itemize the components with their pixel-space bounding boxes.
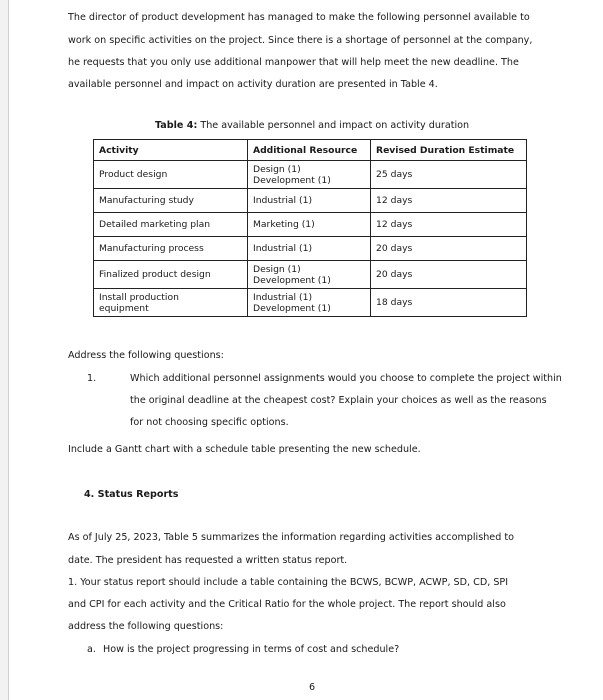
question-1-line-1: Which additional personnel assignments would you choose to complete the project within — [130, 373, 562, 384]
section-4-line-4: and CPI for each activity and the Critical Ratio for the whole project. The report should also — [68, 599, 506, 610]
duration-cell: 12 days — [371, 189, 527, 213]
resource-line: Development (1) — [253, 302, 331, 314]
resource-cell — [248, 237, 371, 261]
document-page — [8, 0, 603, 700]
duration-cell: 18 days — [371, 289, 527, 317]
table-caption-text: The available personnel and impact on activity duration — [197, 120, 470, 131]
table-caption-label: Table 4: — [155, 120, 198, 131]
gantt-instruction: Include a Gantt chart with a schedule table presenting the new schedule. — [68, 444, 421, 455]
activity-cell — [94, 289, 248, 317]
intro-line-4: available personnel and impact on activity duration are presented in Table 4. — [68, 79, 438, 90]
duration-cell: 20 days — [371, 261, 527, 289]
resource-line: Industrial (1) — [253, 243, 313, 254]
resource-cell — [248, 289, 371, 317]
resource-cell — [248, 213, 371, 237]
resource-line: Design (1) — [253, 263, 301, 275]
intro-line-3: he requests that you only use additional manpower that will help meet the new deadline. The — [68, 57, 519, 68]
resource-cell — [248, 189, 371, 213]
activity-cell: Manufacturing process — [94, 237, 248, 261]
section-4-line-3: 1. Your status report should include a table containing the BCWS, BCWP, ACWP, SD, CD, SPI — [68, 577, 509, 588]
page-number: 6 — [309, 682, 316, 693]
table-row — [94, 161, 527, 189]
activity-cell: Detailed marketing plan — [94, 213, 248, 237]
table-caption — [155, 120, 469, 131]
personnel-table — [93, 139, 527, 317]
header-activity: Activity — [94, 140, 248, 161]
activity-cell-line: equipment — [99, 302, 149, 314]
header-revised-duration: Revised Duration Estimate — [371, 140, 527, 161]
question-a-letter: a. — [87, 644, 96, 655]
intro-line-2: work on specific activities on the project. Since there is a shortage of personnel at the company, — [68, 35, 533, 46]
activity-cell: Manufacturing study — [94, 189, 248, 213]
activity-cell: Product design — [94, 161, 248, 189]
resource-cell — [248, 161, 371, 189]
table-row — [94, 237, 527, 261]
table-row — [94, 289, 527, 317]
resource-cell — [248, 261, 371, 289]
resource-line: Design (1) — [253, 163, 301, 175]
resource-line: Development (1) — [253, 174, 331, 186]
question-1-number: 1. — [87, 373, 97, 384]
intro-line-1: The director of product development has managed to make the following personnel available to — [68, 12, 530, 23]
question-1-line-3: for not choosing specific options. — [130, 417, 289, 428]
table-body — [94, 161, 527, 317]
duration-cell: 20 days — [371, 237, 527, 261]
section-4-line-2: date. The president has requested a written status report. — [68, 555, 348, 566]
resource-line: Marketing (1) — [253, 219, 315, 230]
table-header-row — [94, 140, 527, 161]
resource-line: Development (1) — [253, 274, 331, 286]
table-row — [94, 213, 527, 237]
header-additional-resource: Additional Resource — [248, 140, 371, 161]
table-row — [94, 189, 527, 213]
duration-cell: 12 days — [371, 213, 527, 237]
resource-line: Industrial (1) — [253, 291, 313, 303]
activity-cell-line: Install production — [99, 291, 179, 303]
question-a-text: How is the project progressing in terms of cost and schedule? — [103, 644, 400, 655]
table-row — [94, 261, 527, 289]
section-4-line-5: address the following questions: — [68, 621, 224, 632]
question-1-line-2: the original deadline at the cheapest cost? Explain your choices as well as the reasons — [130, 395, 547, 406]
section-4-line-1: As of July 25, 2023, Table 5 summarizes the information regarding activities accomplished to — [68, 532, 514, 543]
duration-cell: 25 days — [371, 161, 527, 189]
resource-line: Industrial (1) — [253, 195, 313, 206]
questions-intro: Address the following questions: — [68, 350, 224, 361]
section-4-heading: 4. Status Reports — [84, 489, 179, 500]
activity-cell: Finalized product design — [94, 261, 248, 289]
